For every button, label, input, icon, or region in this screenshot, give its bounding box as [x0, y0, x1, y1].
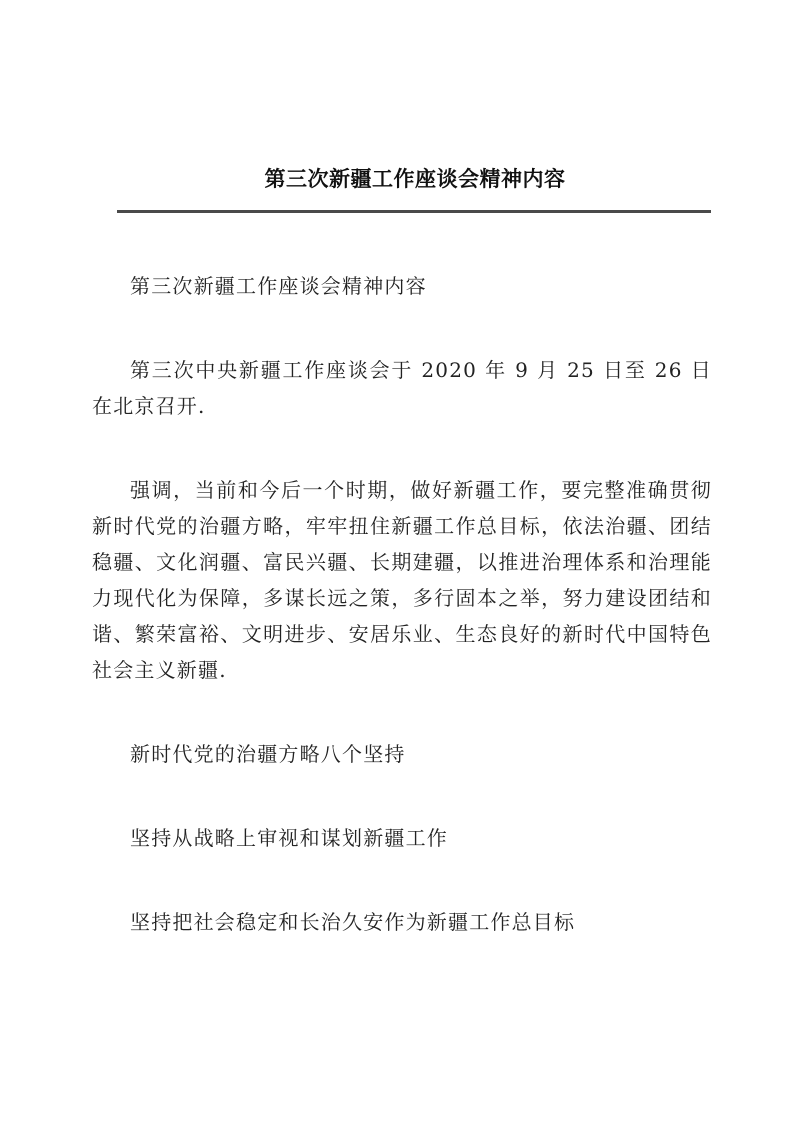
paragraph-adherence-2: 坚持把社会稳定和长治久安作为新疆工作总目标 — [130, 910, 576, 934]
document-title: 第三次新疆工作座谈会精神内容 — [264, 166, 566, 191]
paragraph-emphasis: 强调，当前和今后一个时期，做好新疆工作，要完整准确贯彻新时代党的治疆方略，牢牢扭住新疆工作总目标，依法治疆、团结稳疆、文化润疆、富民兴疆、长期建疆，以推进治理体系和治理能力现代化为保障，多谋长远之策，多行固本之举，努力建设团结和谐、繁荣富裕、文明进步、安居乐业、生态良好的新时代中国特色社会主义新疆. — [92, 478, 712, 682]
paragraph-adherence-1: 坚持从战略上审视和谋划新疆工作 — [130, 826, 448, 850]
title-divider — [117, 210, 711, 213]
document-body — [92, 268, 712, 988]
paragraph-heading: 第三次新疆工作座谈会精神内容 — [130, 274, 427, 298]
paragraph-meeting-date: 第三次中央新疆工作座谈会于 2020 年 9 月 25 日至 26 日在北京召开. — [92, 358, 712, 418]
paragraph-eight-adherences: 新时代党的治疆方略八个坚持 — [130, 742, 406, 766]
